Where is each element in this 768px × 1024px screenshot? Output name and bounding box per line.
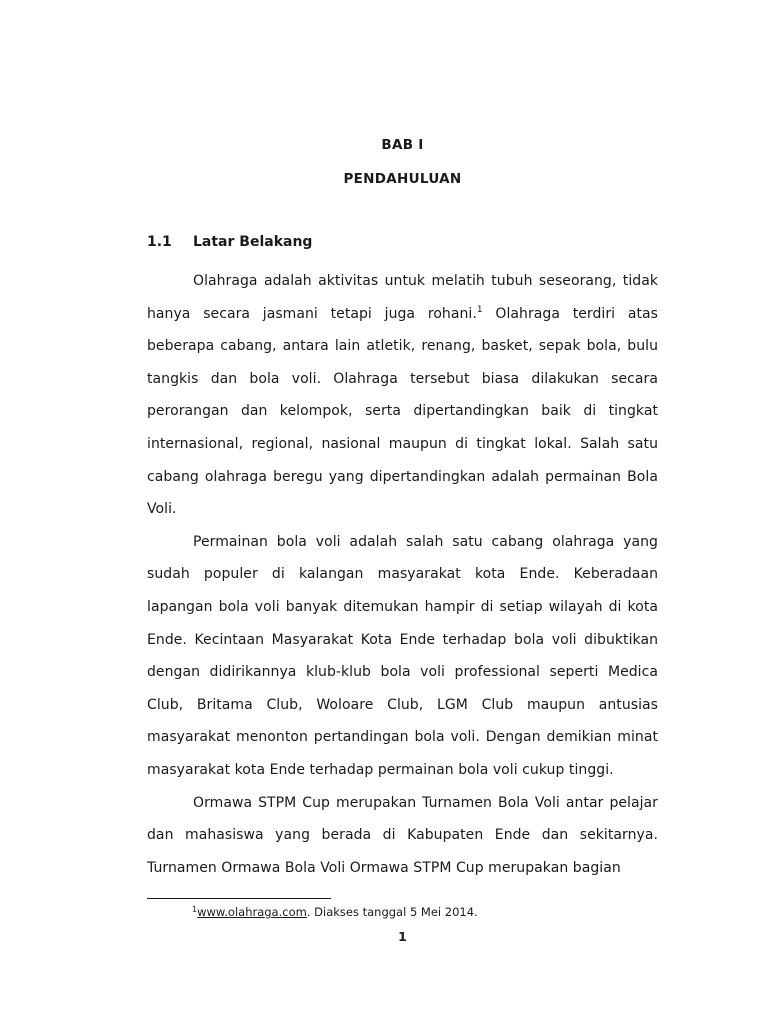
paragraph-3: Ormawa STPM Cup merupakan Turnamen Bola Voli antar pelajar dan mahasiswa yang berada di Kabupaten Ende dan sekitarnya. Turnamen Ormawa Bola Voli Ormawa STPM Cup merupakan bagian — [147, 794, 658, 876]
section-heading — [147, 234, 312, 250]
paragraph-1-text: Olahraga adalah aktivitas untuk melatih tubuh seseorang, tidak hanya secara jasmani tetapi juga rohani. — [147, 273, 658, 322]
section-number: 1.1 — [147, 234, 172, 250]
paragraph-1 — [147, 265, 658, 526]
footnote-link[interactable]: www.olahraga.com — [197, 905, 307, 919]
footnote-divider — [147, 898, 331, 899]
body-text — [147, 265, 658, 884]
paragraph-1-continuation: Olahraga terdiri atas beberapa cabang, antara lain atletik, renang, basket, sepak bola, bulu tangkis dan bola voli. Olahraga tersebut biasa dilakukan secara perorangan dan kelompok, serta dipertandingkan baik di tingkat internasional, regional, nasional maupun di tingkat lokal. Salah satu cabang olahraga beregu yang dipertandingkan adalah permainan Bola Voli. — [147, 305, 659, 518]
footnote-text: . Diakses tanggal 5 Mei 2014. — [306, 905, 478, 919]
chapter-label: BAB I — [381, 137, 424, 153]
chapter-title: PENDAHULUAN — [343, 171, 462, 187]
footnote-marker: 1 — [192, 905, 198, 914]
paragraph-2: Permainan bola voli adalah salah satu cabang olahraga yang sudah populer di kalangan masyarakat kota Ende. Keberadaan lapangan bola voli banyak ditemukan hampir di setiap wilayah di kota Ende. Kecintaan Masyarakat Kota Ende terhadap bola voli dibuktikan dengan didirikannya klub-klub bola voli professional seperti Medica Club, Britama Club, Woloare Club, LGM Club maupun antusias masyarakat menonton pertandingan bola voli. Dengan demikian minat masyarakat kota Ende terhadap permainan bola voli cukup tinggi. — [147, 533, 658, 778]
section-title: Latar Belakang — [193, 234, 313, 250]
page-number: 1 — [398, 929, 407, 944]
footnote-reference: 1 — [476, 304, 483, 315]
footnote — [192, 905, 478, 919]
